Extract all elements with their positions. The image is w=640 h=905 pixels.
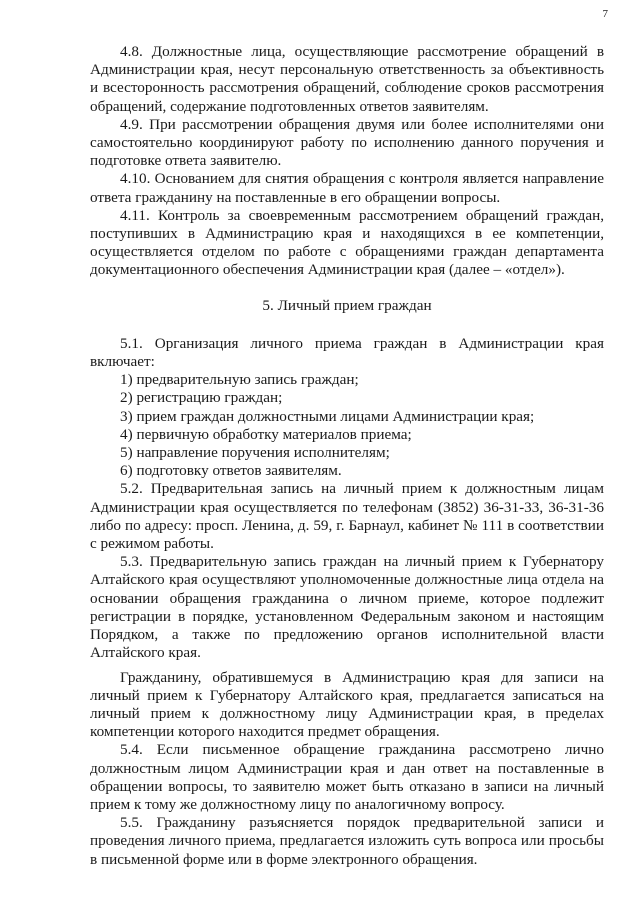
paragraph-4-10: 4.10. Основанием для снятия обращения с контроля является направление ответа гражданину на поставленные в его обращении вопросы. <box>90 170 604 206</box>
paragraph-5-3: 5.3. Предварительную запись граждан на личный прием к Губернатору Алтайского края осуществляют уполномоченные должностные лица отдела на основании обращения гражданина о личном приеме, которое подлежит регистрации в порядке, установленном Федеральным законом и настоящим Порядком, а также по предложению органов исполнительной власти Алтайского края. <box>90 553 604 662</box>
list-item: 4) первичную обработку материалов приема; <box>120 425 412 443</box>
page-number: 7 <box>602 8 608 20</box>
document-body <box>90 43 604 869</box>
paragraph-4-11: 4.11. Контроль за своевременным рассмотрением обращений граждан, поступивших в Администрацию края и находящихся в ее компетенции, осуществляется отделом по работе с обращениями граждан департамента документационного обеспечения Администрации края (далее – «отдел»). <box>90 206 604 279</box>
paragraph-5-5: 5.5. Гражданину разъясняется порядок предварительной записи и проведения личного приема, предлагается изложить суть вопроса или просьбы в письменной форме или в форме электронного обращения. <box>90 814 604 868</box>
paragraph-4-8: 4.8. Должностные лица, осуществляющие рассмотрение обращений в Администрации края, несут персональную ответственность за объективность и всесторонность рассмотрения обращений, соблюдение сроков рассмотрения обращений, содержание подготовленных ответов заявителям. <box>90 43 604 115</box>
section-heading: 5. Личный прием граждан <box>262 296 432 314</box>
paragraph-5-3-continued: Гражданину, обратившемуся в Администрацию края для записи на личный прием к Губернатору Алтайского края, предлагается записаться на личный прием к должностному лицу Администрации края, в пределах компетенции которого находится предмет обращения. <box>90 668 604 741</box>
list-item: 6) подготовку ответов заявителям. <box>120 462 342 480</box>
paragraph-4-9: 4.9. При рассмотрении обращения двумя или более исполнителями они самостоятельно координируют работу по исполнению данного поручения и подготовке ответа заявителю. <box>90 115 604 170</box>
list-item: 5) направление поручения исполнителям; <box>120 444 390 462</box>
paragraph-5-4: 5.4. Если письменное обращение гражданина рассмотрено лично должностным лицом Администрации края и дан ответ на поставленные в обращении вопросы, то заявителю может быть отказано в записи на личный прием к тому же должностному лицу по аналогичному вопросу. <box>90 741 604 813</box>
paragraph-5-2: 5.2. Предварительная запись на личный прием к должностным лицам Администрации края осуществляется по телефонам (3852) 36-31-33, 36-31-36 либо по адресу: просп. Ленина, д. 59, г. Барнаул, кабинет № 111 в соответствии с режимом работы. <box>90 480 604 553</box>
list-item: 3) прием граждан должностными лицами Администрации края; <box>120 407 535 425</box>
list-item: 2) регистрацию граждан; <box>120 389 283 407</box>
paragraph-5-1: 5.1. Организация личного приема граждан в Администрации края включает: <box>90 334 604 371</box>
list-item: 1) предварительную запись граждан; <box>120 371 359 389</box>
